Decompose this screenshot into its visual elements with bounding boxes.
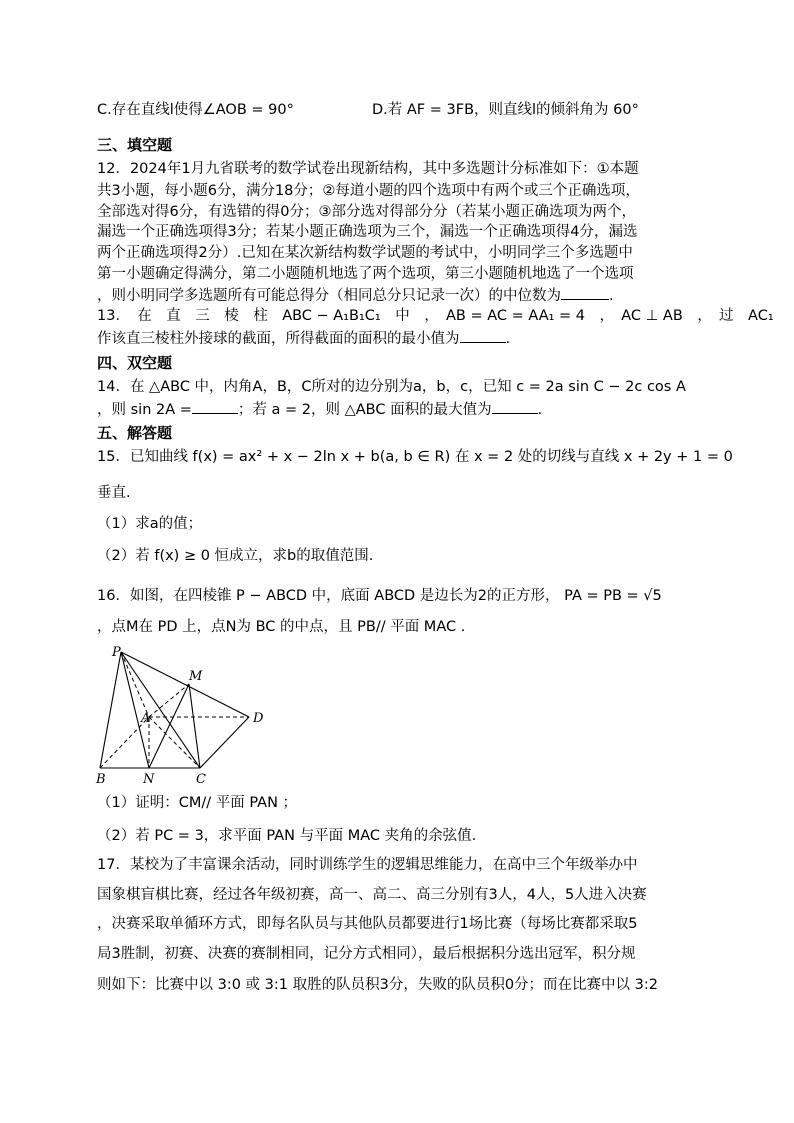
label-N: N bbox=[143, 772, 155, 787]
option-c: C.存在直线l使得∠AOB = 90° bbox=[97, 102, 294, 118]
q14-line-1: 14．在 △ABC 中，内角A，B，C所对的边分别为a，b，c，已知 c = 2a sin C − 2c cos A bbox=[97, 379, 686, 395]
label-P: P bbox=[112, 645, 121, 660]
label-A: A bbox=[141, 711, 151, 726]
q15-line-2: 垂直. bbox=[97, 485, 131, 501]
label-M: M bbox=[189, 669, 203, 684]
q16-part-2: （2）若 PC = 3，求平面 PAN 与平面 MAC 夹角的余弦值. bbox=[97, 828, 477, 844]
q12-line-7: ，则小明同学多选题所有可能总得分（相同总分只记录一次）的中位数为 . bbox=[97, 285, 614, 306]
q13-line-1: 13． 在 直 三 棱 柱 ABC − A₁B₁C₁ 中 ， AB = AC = AA₁ = 4 ， AC ⊥ AB ， 过 AC₁ bbox=[97, 308, 774, 324]
q15-part-2: （2）若 f(x) ≥ 0 恒成立，求b的取值范围. bbox=[97, 548, 374, 564]
q12-line-5: 两个正确选项得2分）.已知在某次新结构数学试题的考试中，小明同学三个多选题中 bbox=[97, 245, 633, 261]
q16-line-1: 16．如图，在四棱锥 P − ABCD 中，底面 ABCD 是边长为2的正方形， PA = PB = √5 bbox=[97, 588, 662, 604]
q15-part-1: （1）求a的值； bbox=[97, 516, 203, 532]
q15-line-1: 15．已知曲线 f(x) = ax² + x − 2ln x + b(a, b ∈ R) 在 x = 2 处的切线与直线 x + 2y + 1 = 0 bbox=[97, 449, 733, 465]
pyramid-figure bbox=[92, 642, 282, 790]
q17-line-3: ，决赛采取单循环方式，即每名队员与其他队员都要进行1场比赛（每场比赛都采取5 bbox=[97, 916, 638, 932]
q13-line-2: 作该直三棱柱外接球的截面，所得截面的面积的最小值为 . bbox=[97, 328, 510, 349]
q12-line-1: 12．2024年1月九省联考的数学试卷出现新结构，其中多选题计分标准如下：①本题 bbox=[97, 161, 639, 177]
q16-part-1: （1）证明：CM// 平面 PAN ； bbox=[97, 795, 298, 811]
label-B: B bbox=[96, 772, 106, 787]
section-fill-in: 三、填空题 bbox=[97, 136, 173, 154]
section-solution: 五、解答题 bbox=[97, 424, 173, 442]
q12-line-6: 第一小题确定得满分，第二小题随机地选了两个选项，第三小题随机地选了一个选项 bbox=[97, 266, 634, 282]
q16-line-2: ，点M在 PD 上，点N为 BC 的中点，且 PB// 平面 MAC . bbox=[97, 619, 466, 635]
section-double-blank: 四、双空题 bbox=[97, 354, 173, 372]
q12-line-2: 共3小题，每小题6分，满分18分；②每道小题的四个选项中有两个或三个正确选项， bbox=[97, 183, 640, 199]
label-D: D bbox=[253, 711, 264, 726]
q14-line-2: ，则 sin 2A = ；若 a = 2，则 △ABC 面积的最大值为 . bbox=[97, 399, 542, 420]
q17-line-4: 局3胜制，初赛、决赛的赛制相同，记分方式相同），最后根据积分选出冠军，积分规 bbox=[97, 946, 636, 962]
q17-line-5: 则如下：比赛中以 3:0 或 3:1 取胜的队员积3分，失败的队员积0分；而在比赛中以 3:2 bbox=[97, 977, 659, 993]
q12-line-3: 全部选对得6分，有选错的得0分；③部分选对得部分分（若某小题正确选项为两个， bbox=[97, 204, 636, 220]
q12-line-4: 漏选一个正确选项得3分；若某小题正确选项为三个，漏选一个正确选项得4分，漏选 bbox=[97, 224, 638, 240]
label-C: C bbox=[196, 772, 206, 787]
q17-line-1: 17．某校为了丰富课余活动，同时训练学生的逻辑思维能力，在高中三个年级举办中 bbox=[97, 857, 638, 873]
option-d: D.若 AF = 3FB，则直线l的倾斜角为 60° bbox=[372, 102, 639, 118]
q17-line-2: 国象棋盲棋比赛，经过各年级初赛，高一、高二、高三分别有3人，4人，5人进入决赛 bbox=[97, 887, 647, 903]
